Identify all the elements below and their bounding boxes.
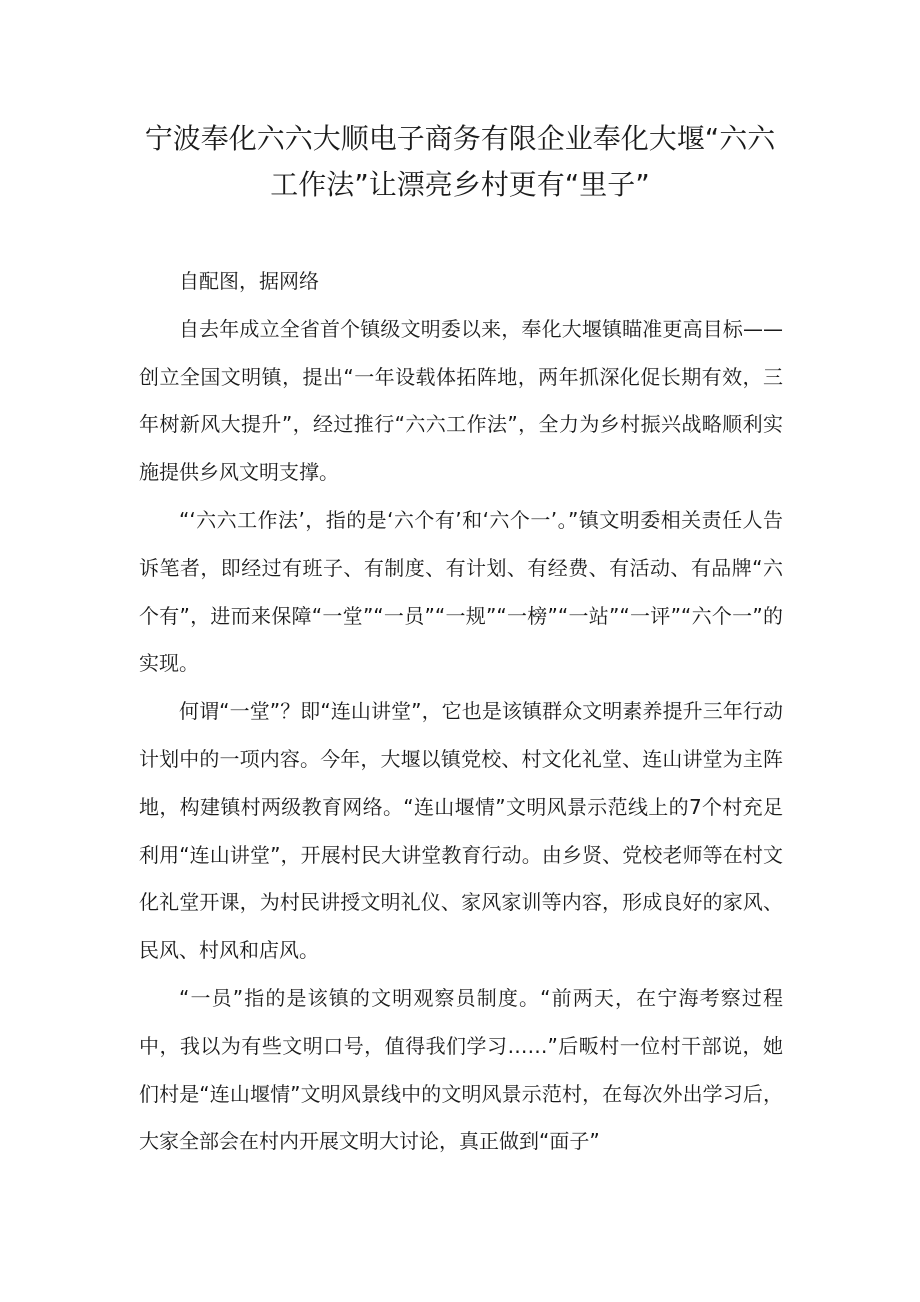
paragraph-yiyuan: “一员”指的是该镇的文明观察员制度。“前两天，在宁海考察过程中，我以为有些文明口号，值得我们学习……”后畈村一位村干部说，她们村是“连山堰情”文明风景线中的文明风景示范村，在每次外出学习后，大家全部会在村内开展文明大讨论，真正做到“面子”: [139, 985, 783, 1154]
paragraph-yitang: 何谓“一堂”？即“连山讲堂”，它也是该镇群众文明素养提升三年行动计划中的一项内容。今年，大堰以镇党校、村文化礼堂、连山讲堂为主阵地，构建镇村两级教育网络。“连山堰情”文明风景示范线上的7个村充足利用“连山讲堂”，开展村民大讲堂教育行动。由乡贤、党校老师等在村文化礼堂开课，为村民讲授文明礼仪、家风家训等内容，形成良好的家风、民风、村风和店风。: [139, 699, 783, 963]
title-line-1: 宁波奉化六六大顺电子商务有限企业奉化大堰“六六: [144, 122, 776, 155]
paragraph-method: “‘六六工作法’，指的是‘六个有’和‘六个一’。”镇文明委相关责任人告诉笔者，即经过有班子、有制度、有计划、有经费、有活动、有品牌“六个有”，进而来保障“一堂”“一员”“一规”“一榜”“一站”“一评”“六个一”的实现。: [139, 507, 783, 676]
title-line-2: 工作法”让漂亮乡村更有“里子”: [270, 168, 650, 201]
document-body: [139, 258, 783, 1166]
document-title: [136, 116, 784, 208]
paragraph-intro: 自去年成立全省首个镇级文明委以来，奉化大堰镇瞄准更高目标——创立全国文明镇，提出“一年设载体拓阵地，两年抓深化促长期有效，三年树新风大提升”，经过推行“六六工作法”，全力为乡村振兴战略顺利实施提供乡风文明支撑。: [139, 316, 783, 485]
image-credit: 自配图，据网络: [179, 269, 319, 293]
